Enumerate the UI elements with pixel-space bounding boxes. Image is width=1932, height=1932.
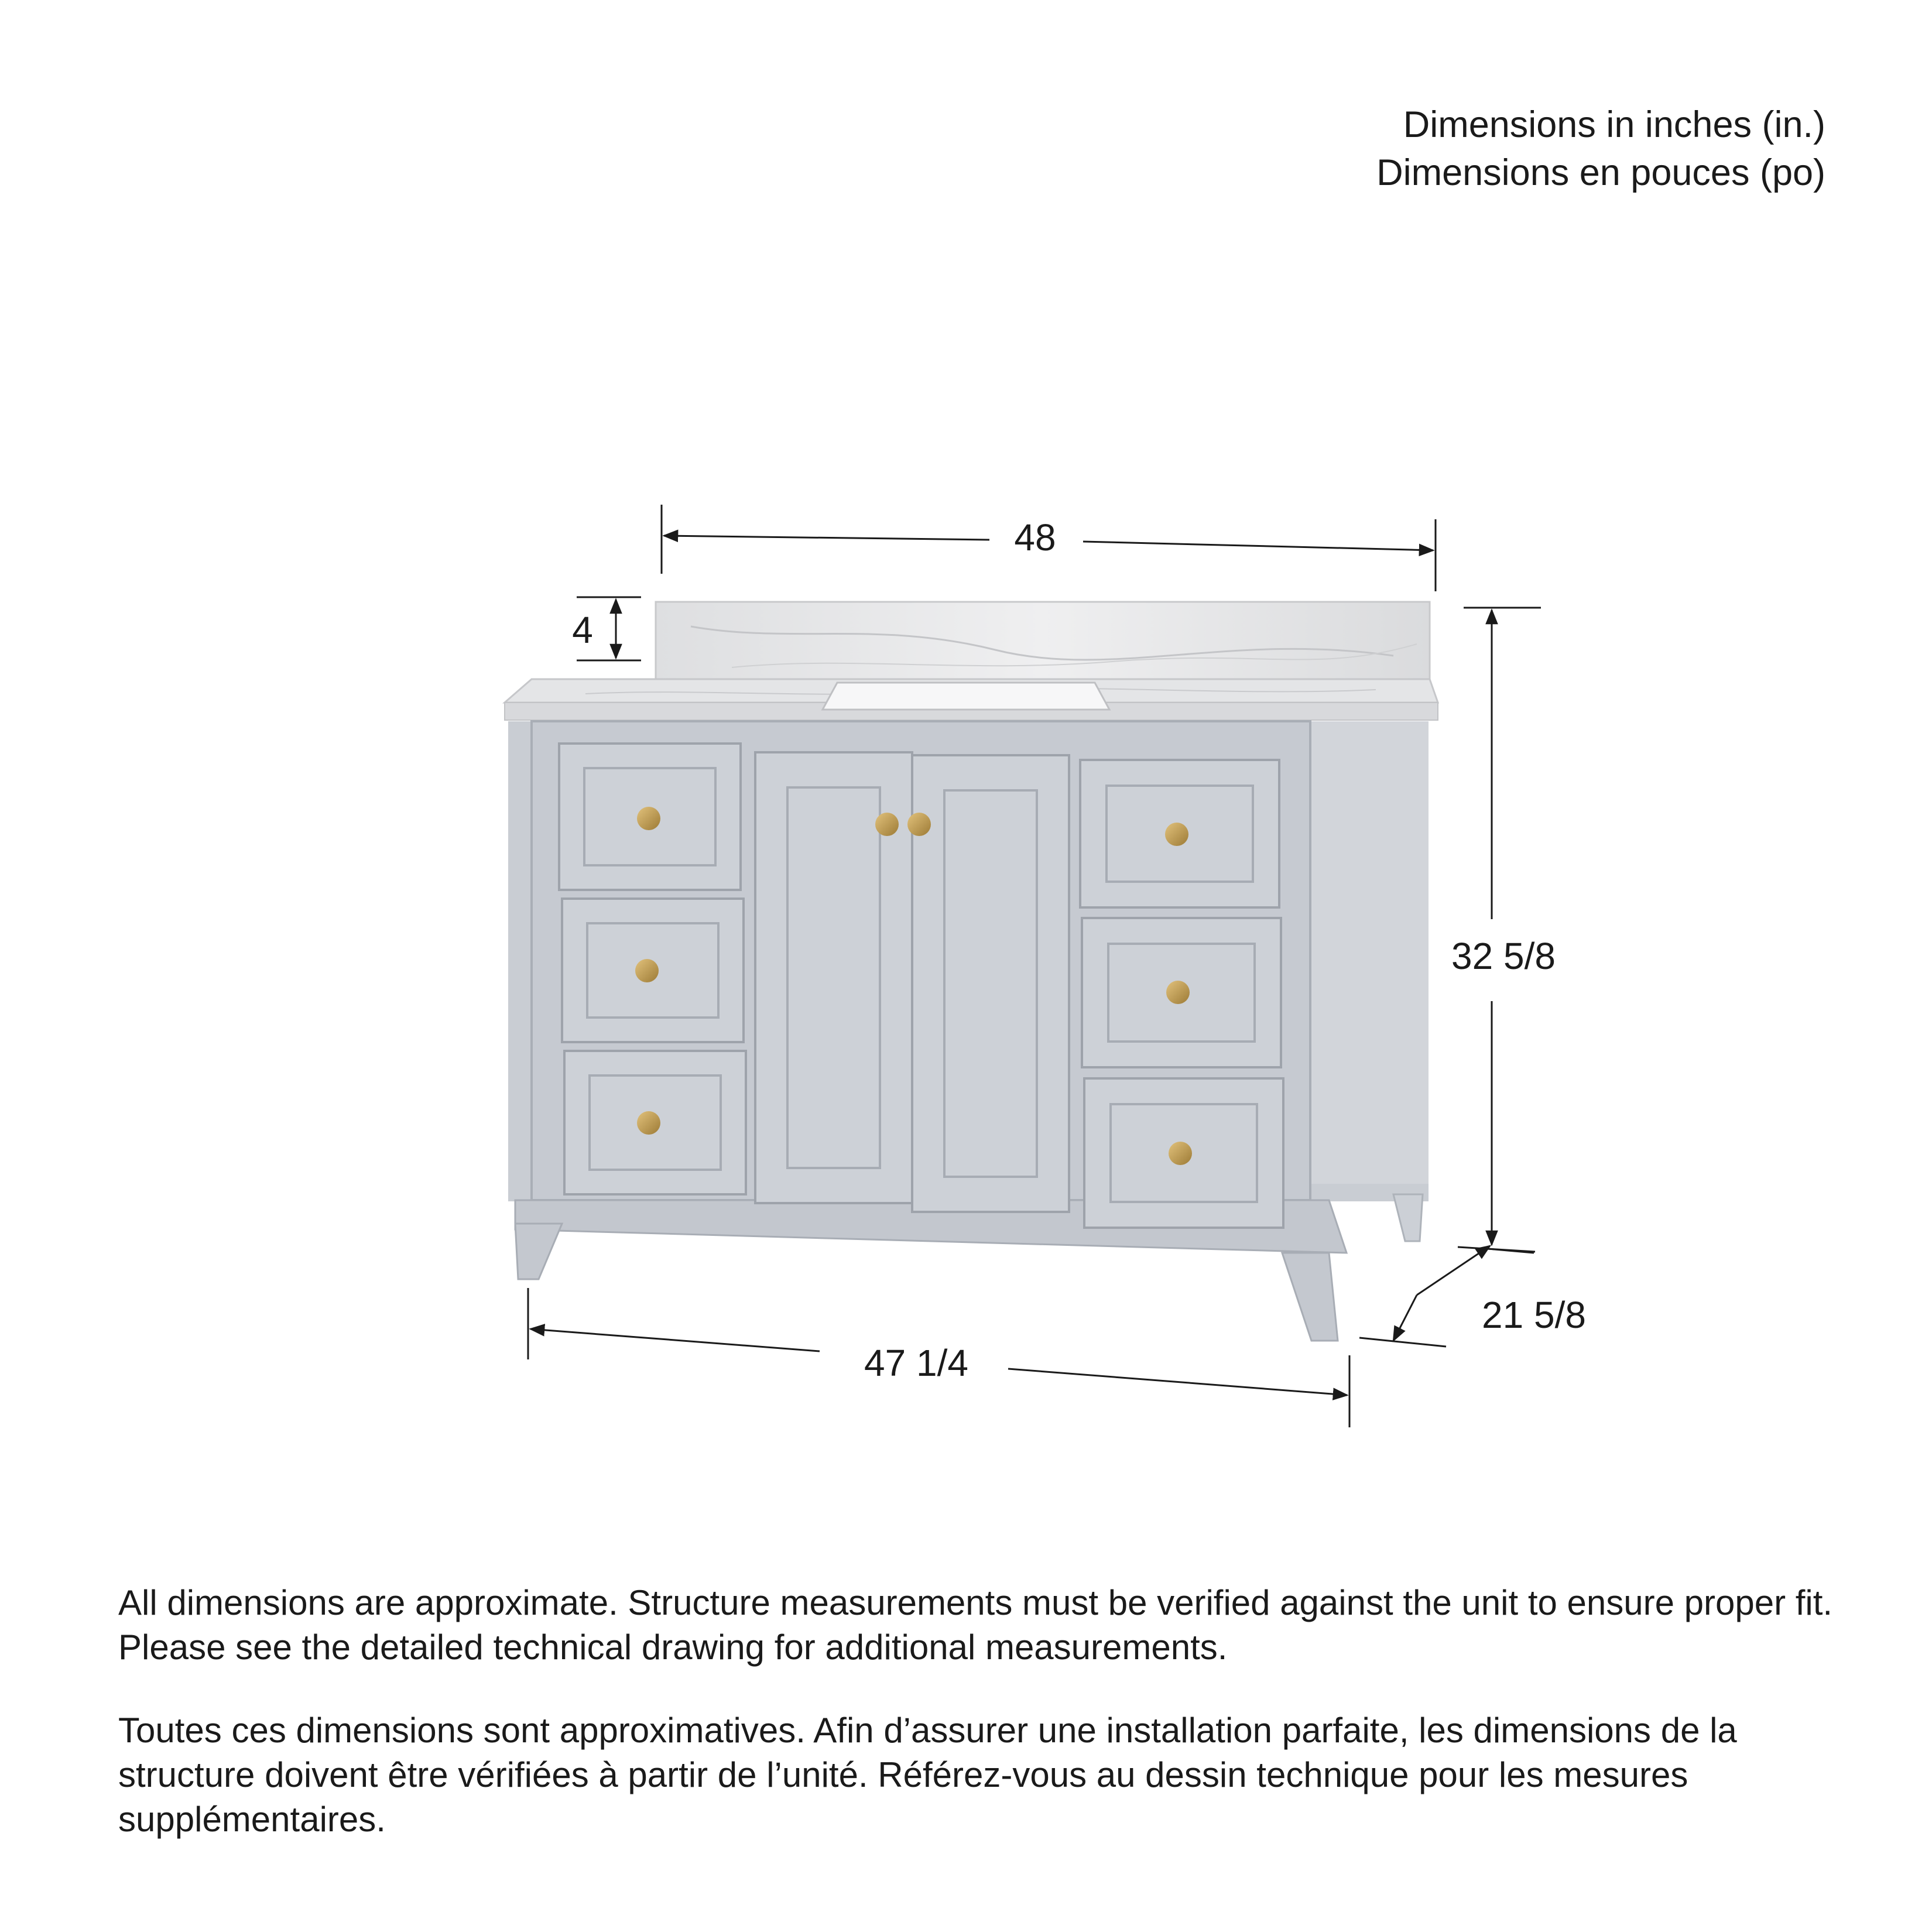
base-width-label: 47 1/4 xyxy=(864,1342,968,1384)
depth-arrow xyxy=(1417,1246,1490,1295)
knob xyxy=(637,807,660,830)
cabinet-side xyxy=(1307,721,1429,1184)
knob xyxy=(1166,981,1190,1004)
vanity-illustration xyxy=(505,602,1438,1341)
disclaimer-english: All dimensions are approximate. Structure measurements must be verified against the unit to ensure proper fit. Please see the detailed technical drawing for additional measurements. xyxy=(118,1583,1833,1667)
depth-arrow xyxy=(1393,1295,1417,1341)
disclaimer-french: Toutes ces dimensions sont approximatives. Afin d’assurer une installation parfaite, les dimensions de la structure doivent être vérifiées à partir de l’unité. Référez-vous au dessin technique pour les mesures supplémentaires. xyxy=(118,1711,1737,1839)
knob xyxy=(1165,823,1188,846)
knob xyxy=(1169,1142,1192,1165)
right-front-leg xyxy=(1282,1253,1338,1341)
knob xyxy=(635,959,659,982)
depth-extension-front xyxy=(1359,1338,1446,1347)
disclaimer-notes xyxy=(118,1581,1845,1880)
top-width-label: 48 xyxy=(1014,516,1056,559)
marble-backsplash xyxy=(656,602,1430,684)
knob xyxy=(637,1111,660,1135)
right-back-leg xyxy=(1393,1194,1423,1241)
top-width-arrow-left xyxy=(664,536,989,540)
knob xyxy=(907,813,931,836)
backsplash-height-label: 4 xyxy=(572,609,593,651)
base-width-arrow-right xyxy=(1008,1369,1347,1395)
units-english: Dimensions in inches (in.) xyxy=(1403,104,1825,145)
depth-label: 21 5/8 xyxy=(1482,1294,1586,1336)
right-door xyxy=(912,755,1069,1212)
left-front-leg xyxy=(515,1224,562,1279)
sink-opening xyxy=(823,683,1109,710)
base-width-arrow-left xyxy=(530,1329,820,1351)
overall-height-label: 32 5/8 xyxy=(1451,935,1556,977)
top-width-arrow-right xyxy=(1083,542,1433,550)
knob xyxy=(875,813,899,836)
units-french: Dimensions en pouces (po) xyxy=(1376,152,1825,193)
